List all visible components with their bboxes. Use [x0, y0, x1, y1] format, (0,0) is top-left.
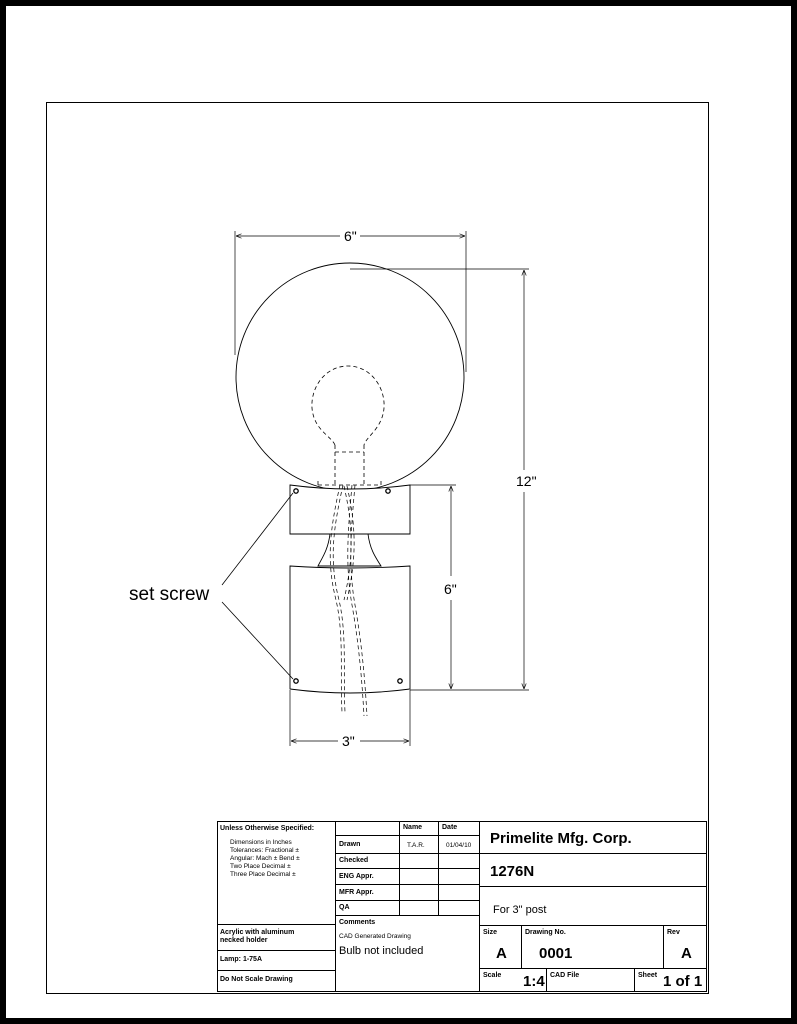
empty-cell: [438, 853, 480, 869]
scale-label: Scale: [483, 972, 502, 979]
material-line: necked holder: [220, 937, 268, 944]
rev-cell: [663, 925, 707, 969]
size-cell: [479, 925, 522, 969]
lamp-cell: [217, 950, 336, 971]
cad-file-label: CAD File: [550, 972, 580, 979]
comments-cell: [335, 915, 480, 992]
eng-row-label: [335, 868, 400, 885]
empty-cell: [399, 853, 439, 869]
checked-row-label: [335, 853, 400, 869]
date-header: Date: [442, 824, 458, 831]
date-header-cell: [438, 821, 480, 836]
note-cell: [217, 970, 336, 992]
scale-value: 1:4: [523, 973, 545, 990]
dim-base-width-label: 3": [342, 733, 355, 749]
scale-cell: [479, 968, 547, 992]
empty-cell: [399, 900, 439, 916]
name-header-cell: [399, 821, 439, 836]
rev-label: Rev: [667, 929, 680, 936]
eng-label: ENG Appr.: [339, 873, 374, 880]
lamp-text: Lamp: 1-75A: [220, 956, 263, 963]
rev-value: A: [681, 945, 692, 962]
drawing-no-value: 0001: [539, 945, 573, 962]
set-screw-leaders: [222, 493, 293, 679]
drawn-name-cell: [399, 835, 439, 854]
mfr-row-label: [335, 884, 400, 901]
company-name: Primelite Mfg. Corp.: [490, 830, 632, 847]
sheet-value: 1 of 1: [663, 973, 703, 990]
empty-cell: [438, 900, 480, 916]
description: For 3" post: [493, 904, 547, 916]
approvals-header-blank: [335, 821, 400, 836]
comments-line-1: CAD Generated Drawing: [339, 933, 411, 940]
drawn-date-cell: [438, 835, 480, 854]
dim-base-height-label: 6": [444, 581, 457, 597]
size-value: A: [496, 945, 507, 962]
part-number: 1276N: [490, 863, 535, 880]
dim-total-height-label: 12": [516, 473, 537, 489]
mfr-label: MFR Appr.: [339, 889, 374, 896]
hidden-bulb: [312, 366, 384, 488]
empty-cell: [438, 868, 480, 885]
checked-label: Checked: [339, 857, 369, 864]
spec-cell: [217, 821, 336, 925]
globe-outline: [236, 263, 464, 491]
sheet-cell: [634, 968, 707, 992]
spec-line: Dimensions in Inches: [230, 839, 292, 846]
size-label: Size: [483, 929, 498, 936]
drawn-label: Drawn: [339, 841, 361, 848]
material-cell: [217, 924, 336, 951]
company-cell: [479, 821, 707, 854]
drawing-no-label: Drawing No.: [525, 929, 566, 936]
spec-line: Two Place Decimal ±: [230, 863, 291, 870]
drawn-date: 01/04/10: [446, 842, 472, 849]
spec-line: Three Place Decimal ±: [230, 871, 296, 878]
comments-label: Comments: [339, 919, 376, 926]
sheet-label: Sheet: [638, 972, 658, 979]
empty-cell: [399, 868, 439, 885]
spec-line: Tolerances: Fractional ±: [230, 847, 299, 854]
description-cell: [479, 886, 707, 926]
title-block: [217, 821, 707, 992]
qa-label: QA: [339, 904, 350, 911]
part-number-cell: [479, 853, 707, 887]
dim-top-width: [235, 231, 466, 372]
qa-row-label: [335, 900, 400, 916]
do-not-scale-note: Do Not Scale Drawing: [220, 976, 293, 983]
drawing-no-cell: [521, 925, 664, 969]
neck: [318, 534, 381, 566]
empty-cell: [399, 884, 439, 901]
material-line: Acrylic with aluminum: [220, 929, 295, 936]
comments-line-2: Bulb not included: [339, 945, 424, 957]
cad-file-cell: [546, 968, 635, 992]
drawn-row-label: [335, 835, 400, 854]
drawn-name: T.A.R.: [407, 842, 425, 849]
spec-header: Unless Otherwise Specified:: [220, 825, 315, 832]
set-screw-label: set screw: [129, 584, 210, 605]
spec-line: Angular: Mach ± Bend ±: [230, 855, 300, 862]
dim-top-width-label: 6": [344, 228, 357, 244]
empty-cell: [438, 884, 480, 901]
name-header: Name: [403, 824, 423, 831]
